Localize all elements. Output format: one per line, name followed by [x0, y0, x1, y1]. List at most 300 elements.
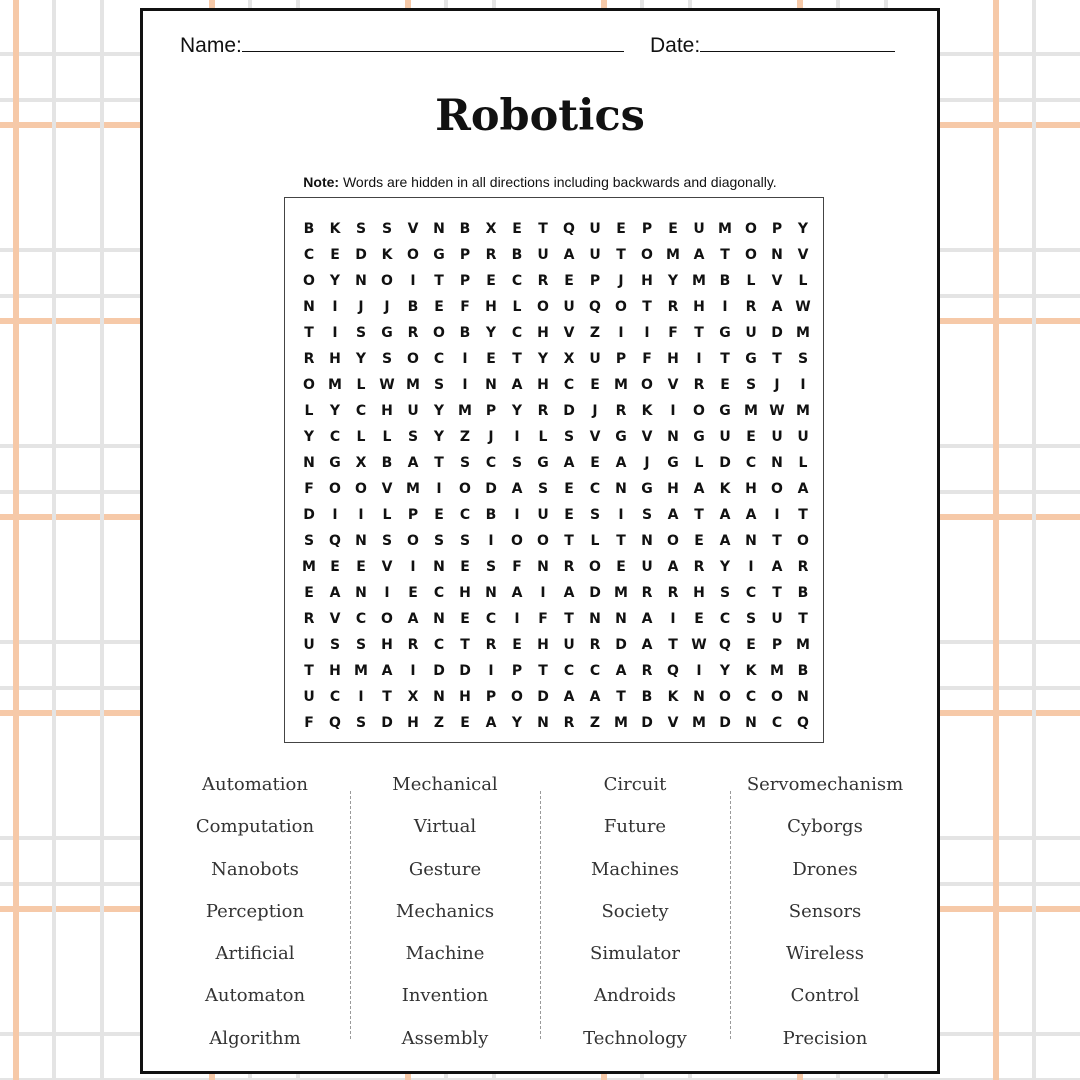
grid-letter[interactable]: D	[381, 715, 393, 731]
grid-letter[interactable]: M	[406, 377, 420, 393]
grid-letter[interactable]: C	[433, 585, 445, 601]
grid-letter[interactable]: O	[667, 533, 679, 549]
grid-letter[interactable]: H	[329, 663, 341, 679]
grid-letter[interactable]: T	[616, 689, 626, 705]
grid-letter[interactable]: V	[407, 221, 419, 237]
grid-letter[interactable]: T	[538, 221, 548, 237]
grid-letter[interactable]: E	[720, 377, 730, 393]
grid-letter[interactable]: E	[408, 585, 418, 601]
grid-letter[interactable]: I	[462, 351, 468, 367]
grid-letter[interactable]: Y	[667, 273, 679, 289]
grid-letter[interactable]: V	[381, 481, 393, 497]
grid-letter[interactable]: N	[745, 715, 757, 731]
grid-letter[interactable]: A	[511, 585, 523, 601]
grid-letter[interactable]: N	[615, 611, 627, 627]
grid-letter[interactable]: Y	[719, 559, 731, 575]
grid-letter[interactable]: O	[641, 247, 653, 263]
grid-letter[interactable]: T	[616, 533, 626, 549]
grid-letter[interactable]: A	[511, 377, 523, 393]
grid-letter[interactable]: Z	[589, 325, 601, 341]
grid-letter[interactable]: A	[719, 507, 731, 523]
grid-letter[interactable]: A	[771, 299, 783, 315]
grid-letter[interactable]: B	[511, 247, 523, 263]
grid-letter[interactable]: D	[433, 663, 445, 679]
grid-letter[interactable]: E	[434, 299, 444, 315]
grid-letter[interactable]: V	[563, 325, 575, 341]
grid-letter[interactable]: E	[746, 637, 756, 653]
grid-letter[interactable]: J	[592, 403, 598, 419]
grid-letter[interactable]: T	[512, 351, 522, 367]
grid-letter[interactable]: W	[691, 637, 707, 653]
grid-letter[interactable]: L	[746, 273, 756, 289]
grid-letter[interactable]: Y	[329, 273, 341, 289]
grid-letter[interactable]: Q	[667, 663, 679, 679]
grid-letter[interactable]: R	[407, 325, 419, 341]
grid-letter[interactable]: R	[693, 559, 705, 575]
grid-letter[interactable]: I	[644, 325, 650, 341]
grid-letter[interactable]: S	[589, 507, 601, 523]
grid-letter[interactable]: R	[667, 299, 679, 315]
grid-letter[interactable]: T	[772, 585, 782, 601]
grid-letter[interactable]: A	[693, 247, 705, 263]
grid-letter[interactable]: R	[485, 247, 497, 263]
grid-letter[interactable]: K	[719, 481, 731, 497]
grid-letter[interactable]: C	[329, 689, 341, 705]
grid-letter[interactable]: T	[798, 611, 808, 627]
grid-letter[interactable]: D	[485, 481, 497, 497]
grid-letter[interactable]: J	[644, 455, 650, 471]
grid-letter[interactable]: A	[485, 715, 497, 731]
grid-letter[interactable]: F	[512, 559, 522, 575]
grid-letter[interactable]: R	[537, 273, 549, 289]
grid-letter[interactable]: J	[618, 273, 624, 289]
grid-letter[interactable]: N	[771, 247, 783, 263]
grid-letter[interactable]: M	[744, 403, 758, 419]
grid-letter[interactable]: D	[719, 455, 731, 471]
grid-letter[interactable]: N	[589, 611, 601, 627]
grid-letter[interactable]: N	[641, 533, 653, 549]
grid-letter[interactable]: M	[796, 403, 810, 419]
grid-letter[interactable]: M	[796, 325, 810, 341]
grid-letter[interactable]: I	[722, 299, 728, 315]
grid-letter[interactable]: T	[720, 247, 730, 263]
grid-letter[interactable]: E	[590, 455, 600, 471]
grid-letter[interactable]: O	[511, 689, 523, 705]
grid-letter[interactable]: S	[459, 455, 471, 471]
grid-letter[interactable]: T	[772, 351, 782, 367]
grid-letter[interactable]: N	[615, 481, 627, 497]
grid-letter[interactable]: B	[485, 507, 497, 523]
grid-letter[interactable]: A	[563, 455, 575, 471]
grid-letter[interactable]: L	[538, 429, 548, 445]
grid-letter[interactable]: O	[433, 325, 445, 341]
grid-letter[interactable]: S	[407, 429, 419, 445]
grid-letter[interactable]: U	[589, 351, 601, 367]
grid-letter[interactable]: Z	[433, 715, 445, 731]
grid-letter[interactable]: H	[459, 689, 471, 705]
grid-letter[interactable]: E	[616, 559, 626, 575]
grid-letter[interactable]: S	[797, 351, 809, 367]
grid-letter[interactable]: F	[460, 299, 470, 315]
grid-letter[interactable]: A	[563, 247, 575, 263]
grid-letter[interactable]: O	[303, 377, 315, 393]
grid-letter[interactable]: A	[745, 507, 757, 523]
grid-letter[interactable]: M	[458, 403, 472, 419]
name-field[interactable]	[180, 31, 624, 58]
grid-letter[interactable]: A	[667, 559, 679, 575]
grid-letter[interactable]: R	[537, 403, 549, 419]
grid-letter[interactable]: Y	[433, 403, 445, 419]
grid-letter[interactable]: D	[615, 637, 627, 653]
grid-letter[interactable]: C	[433, 351, 445, 367]
grid-letter[interactable]: M	[328, 377, 342, 393]
grid-letter[interactable]: O	[537, 533, 549, 549]
grid-letter[interactable]: W	[795, 299, 811, 315]
grid-letter[interactable]: B	[641, 689, 653, 705]
grid-letter[interactable]: O	[459, 481, 471, 497]
grid-letter[interactable]: M	[614, 715, 628, 731]
grid-letter[interactable]: Y	[537, 351, 549, 367]
grid-letter[interactable]: T	[382, 689, 392, 705]
grid-letter[interactable]: H	[485, 299, 497, 315]
grid-letter[interactable]: F	[304, 715, 314, 731]
grid-letter[interactable]: E	[460, 611, 470, 627]
grid-letter[interactable]: U	[537, 507, 549, 523]
grid-letter[interactable]: G	[641, 481, 653, 497]
grid-letter[interactable]: M	[692, 715, 706, 731]
grid-letter[interactable]: P	[407, 507, 419, 523]
grid-letter[interactable]: I	[462, 377, 468, 393]
grid-letter[interactable]: L	[590, 533, 600, 549]
grid-letter[interactable]: R	[303, 351, 315, 367]
grid-letter[interactable]: P	[485, 403, 497, 419]
grid-letter[interactable]: U	[641, 559, 653, 575]
grid-letter[interactable]: S	[381, 351, 393, 367]
grid-letter[interactable]: I	[514, 611, 520, 627]
grid-letter[interactable]: U	[407, 403, 419, 419]
grid-letter[interactable]: O	[719, 689, 731, 705]
grid-letter[interactable]: E	[616, 221, 626, 237]
grid-letter[interactable]: S	[745, 377, 757, 393]
grid-letter[interactable]: E	[330, 559, 340, 575]
grid-letter[interactable]: E	[330, 247, 340, 263]
grid-letter[interactable]: C	[433, 637, 445, 653]
grid-letter[interactable]: E	[746, 429, 756, 445]
grid-letter[interactable]: S	[355, 325, 367, 341]
grid-letter[interactable]: N	[537, 559, 549, 575]
grid-letter[interactable]: L	[304, 403, 314, 419]
grid-letter[interactable]: Q	[719, 637, 731, 653]
grid-letter[interactable]: U	[745, 325, 757, 341]
grid-letter[interactable]: T	[694, 507, 704, 523]
grid-letter[interactable]: I	[488, 663, 494, 679]
grid-letter[interactable]: C	[589, 663, 601, 679]
grid-letter[interactable]: V	[797, 247, 809, 263]
grid-letter[interactable]: S	[355, 715, 367, 731]
grid-letter[interactable]: I	[670, 403, 676, 419]
grid-letter[interactable]: O	[407, 351, 419, 367]
grid-letter[interactable]: T	[538, 663, 548, 679]
grid-letter[interactable]: L	[694, 455, 704, 471]
grid-letter[interactable]: E	[590, 377, 600, 393]
grid-letter[interactable]: P	[589, 273, 601, 289]
grid-letter[interactable]: U	[719, 429, 731, 445]
grid-letter[interactable]: H	[693, 299, 705, 315]
grid-letter[interactable]: N	[433, 221, 445, 237]
grid-letter[interactable]: I	[332, 325, 338, 341]
grid-letter[interactable]: O	[693, 403, 705, 419]
grid-letter[interactable]: I	[358, 689, 364, 705]
grid-letter[interactable]: N	[693, 689, 705, 705]
grid-letter[interactable]: B	[797, 585, 809, 601]
grid-letter[interactable]: Y	[511, 715, 523, 731]
grid-letter[interactable]: N	[485, 585, 497, 601]
grid-letter[interactable]: C	[485, 455, 497, 471]
grid-letter[interactable]: E	[512, 221, 522, 237]
grid-letter[interactable]: H	[667, 351, 679, 367]
grid-letter[interactable]: P	[771, 637, 783, 653]
grid-letter[interactable]: Y	[329, 403, 341, 419]
grid-letter[interactable]: I	[618, 325, 624, 341]
grid-letter[interactable]: N	[433, 689, 445, 705]
grid-letter[interactable]: S	[329, 637, 341, 653]
grid-letter[interactable]: N	[485, 377, 497, 393]
grid-letter[interactable]: U	[797, 429, 809, 445]
grid-letter[interactable]: B	[381, 455, 393, 471]
grid-letter[interactable]: T	[564, 533, 574, 549]
grid-letter[interactable]: W	[769, 403, 785, 419]
grid-letter[interactable]: C	[355, 611, 367, 627]
grid-letter[interactable]: O	[641, 377, 653, 393]
grid-letter[interactable]: T	[434, 455, 444, 471]
grid-letter[interactable]: N	[771, 455, 783, 471]
grid-letter[interactable]: A	[407, 455, 419, 471]
grid-letter[interactable]: K	[329, 221, 341, 237]
grid-letter[interactable]: A	[615, 455, 627, 471]
grid-letter[interactable]: I	[410, 663, 416, 679]
grid-letter[interactable]: Q	[797, 715, 809, 731]
grid-letter[interactable]: I	[514, 507, 520, 523]
grid-letter[interactable]: H	[381, 637, 393, 653]
grid-letter[interactable]: H	[407, 715, 419, 731]
grid-letter[interactable]: Q	[563, 221, 575, 237]
grid-letter[interactable]: D	[641, 715, 653, 731]
grid-letter[interactable]: V	[329, 611, 341, 627]
grid-letter[interactable]: A	[797, 481, 809, 497]
grid-letter[interactable]: Y	[433, 429, 445, 445]
grid-letter[interactable]: M	[770, 663, 784, 679]
grid-letter[interactable]: M	[406, 481, 420, 497]
date-blank[interactable]	[700, 31, 895, 52]
grid-letter[interactable]: S	[719, 585, 731, 601]
grid-letter[interactable]: A	[407, 611, 419, 627]
grid-letter[interactable]: P	[641, 221, 653, 237]
grid-letter[interactable]: D	[589, 585, 601, 601]
grid-letter[interactable]: E	[460, 715, 470, 731]
grid-letter[interactable]: I	[696, 663, 702, 679]
date-field[interactable]	[650, 31, 895, 58]
grid-letter[interactable]: Y	[797, 221, 809, 237]
grid-letter[interactable]: Q	[329, 715, 341, 731]
grid-letter[interactable]: G	[693, 429, 705, 445]
grid-letter[interactable]: T	[616, 247, 626, 263]
grid-letter[interactable]: H	[537, 377, 549, 393]
grid-letter[interactable]: T	[772, 533, 782, 549]
grid-letter[interactable]: E	[694, 533, 704, 549]
grid-letter[interactable]: O	[407, 533, 419, 549]
grid-letter[interactable]: C	[511, 273, 523, 289]
grid-letter[interactable]: P	[459, 273, 471, 289]
grid-letter[interactable]: A	[771, 559, 783, 575]
grid-letter[interactable]: J	[774, 377, 780, 393]
grid-letter[interactable]: E	[486, 273, 496, 289]
grid-letter[interactable]: X	[355, 455, 367, 471]
grid-letter[interactable]: Y	[485, 325, 497, 341]
grid-letter[interactable]: I	[332, 299, 338, 315]
grid-letter[interactable]: I	[514, 429, 520, 445]
grid-letter[interactable]: D	[771, 325, 783, 341]
grid-letter[interactable]: O	[381, 611, 393, 627]
grid-letter[interactable]: D	[719, 715, 731, 731]
grid-letter[interactable]: S	[641, 507, 653, 523]
grid-letter[interactable]: O	[745, 221, 757, 237]
grid-letter[interactable]: U	[693, 221, 705, 237]
grid-letter[interactable]: O	[407, 247, 419, 263]
grid-letter[interactable]: Y	[511, 403, 523, 419]
grid-letter[interactable]: G	[719, 325, 731, 341]
grid-letter[interactable]: F	[304, 481, 314, 497]
grid-letter[interactable]: U	[771, 611, 783, 627]
grid-letter[interactable]: C	[459, 507, 471, 523]
grid-letter[interactable]: M	[354, 663, 368, 679]
grid-letter[interactable]: H	[381, 403, 393, 419]
grid-letter[interactable]: L	[356, 429, 366, 445]
grid-letter[interactable]: R	[589, 637, 601, 653]
grid-letter[interactable]: S	[355, 221, 367, 237]
grid-letter[interactable]: E	[486, 351, 496, 367]
grid-letter[interactable]: G	[667, 455, 679, 471]
grid-letter[interactable]: S	[745, 611, 757, 627]
grid-letter[interactable]: S	[459, 533, 471, 549]
grid-letter[interactable]: I	[774, 507, 780, 523]
grid-letter[interactable]: Q	[329, 533, 341, 549]
grid-letter[interactable]: D	[563, 403, 575, 419]
grid-letter[interactable]: O	[771, 481, 783, 497]
grid-letter[interactable]: C	[563, 663, 575, 679]
grid-letter[interactable]: B	[459, 325, 471, 341]
grid-letter[interactable]: R	[641, 585, 653, 601]
grid-letter[interactable]: H	[459, 585, 471, 601]
grid-letter[interactable]: S	[563, 429, 575, 445]
grid-letter[interactable]: T	[694, 325, 704, 341]
grid-letter[interactable]: L	[798, 455, 808, 471]
grid-letter[interactable]: F	[642, 351, 652, 367]
name-blank[interactable]	[242, 31, 624, 52]
grid-letter[interactable]: T	[564, 611, 574, 627]
grid-letter[interactable]: M	[718, 221, 732, 237]
grid-letter[interactable]: L	[382, 507, 392, 523]
grid-letter[interactable]: O	[511, 533, 523, 549]
grid-letter[interactable]: N	[745, 533, 757, 549]
grid-letter[interactable]: V	[381, 559, 393, 575]
grid-letter[interactable]: H	[667, 481, 679, 497]
grid-letter[interactable]: B	[407, 299, 419, 315]
grid-letter[interactable]: K	[667, 689, 679, 705]
grid-letter[interactable]: M	[614, 585, 628, 601]
grid-letter[interactable]: I	[436, 481, 442, 497]
grid-letter[interactable]: A	[511, 481, 523, 497]
grid-letter[interactable]: J	[384, 299, 390, 315]
grid-letter[interactable]: S	[381, 221, 393, 237]
grid-letter[interactable]: O	[615, 299, 627, 315]
grid-letter[interactable]: A	[693, 481, 705, 497]
grid-letter[interactable]: Q	[589, 299, 601, 315]
grid-letter[interactable]: C	[563, 377, 575, 393]
grid-letter[interactable]: A	[719, 533, 731, 549]
grid-letter[interactable]: E	[564, 481, 574, 497]
grid-letter[interactable]: M	[796, 637, 810, 653]
grid-letter[interactable]: A	[667, 507, 679, 523]
grid-letter[interactable]: V	[641, 429, 653, 445]
grid-letter[interactable]: V	[589, 429, 601, 445]
grid-letter[interactable]: G	[537, 455, 549, 471]
grid-letter[interactable]: T	[642, 299, 652, 315]
grid-letter[interactable]: T	[460, 637, 470, 653]
grid-letter[interactable]: N	[355, 533, 367, 549]
grid-letter[interactable]: O	[355, 481, 367, 497]
grid-letter[interactable]: S	[433, 533, 445, 549]
grid-letter[interactable]: P	[511, 663, 523, 679]
grid-letter[interactable]: K	[745, 663, 757, 679]
grid-letter[interactable]: L	[798, 273, 808, 289]
grid-letter[interactable]: N	[433, 611, 445, 627]
grid-letter[interactable]: U	[589, 247, 601, 263]
grid-letter[interactable]: K	[641, 403, 653, 419]
grid-letter[interactable]: T	[798, 507, 808, 523]
grid-letter[interactable]: V	[667, 377, 679, 393]
grid-letter[interactable]: B	[303, 221, 315, 237]
grid-letter[interactable]: G	[615, 429, 627, 445]
grid-letter[interactable]: S	[381, 533, 393, 549]
grid-letter[interactable]: P	[771, 221, 783, 237]
grid-letter[interactable]: X	[563, 351, 575, 367]
grid-letter[interactable]: E	[434, 507, 444, 523]
grid-letter[interactable]: G	[329, 455, 341, 471]
grid-letter[interactable]: H	[329, 351, 341, 367]
grid-letter[interactable]: E	[460, 559, 470, 575]
grid-letter[interactable]: P	[459, 247, 471, 263]
grid-letter[interactable]: E	[512, 637, 522, 653]
grid-letter[interactable]: U	[563, 637, 575, 653]
grid-letter[interactable]: S	[433, 377, 445, 393]
grid-letter[interactable]: O	[381, 273, 393, 289]
grid-letter[interactable]: N	[667, 429, 679, 445]
grid-letter[interactable]: R	[563, 559, 575, 575]
grid-letter[interactable]: L	[512, 299, 522, 315]
grid-letter[interactable]: H	[537, 325, 549, 341]
grid-letter[interactable]: N	[433, 559, 445, 575]
grid-letter[interactable]: D	[355, 247, 367, 263]
grid-letter[interactable]: G	[381, 325, 393, 341]
grid-letter[interactable]: S	[303, 533, 315, 549]
grid-letter[interactable]: M	[302, 559, 316, 575]
grid-letter[interactable]: C	[745, 455, 757, 471]
grid-letter[interactable]: P	[615, 351, 627, 367]
grid-letter[interactable]: R	[303, 611, 315, 627]
grid-letter[interactable]: O	[537, 299, 549, 315]
grid-letter[interactable]: S	[537, 481, 549, 497]
grid-letter[interactable]: M	[692, 273, 706, 289]
